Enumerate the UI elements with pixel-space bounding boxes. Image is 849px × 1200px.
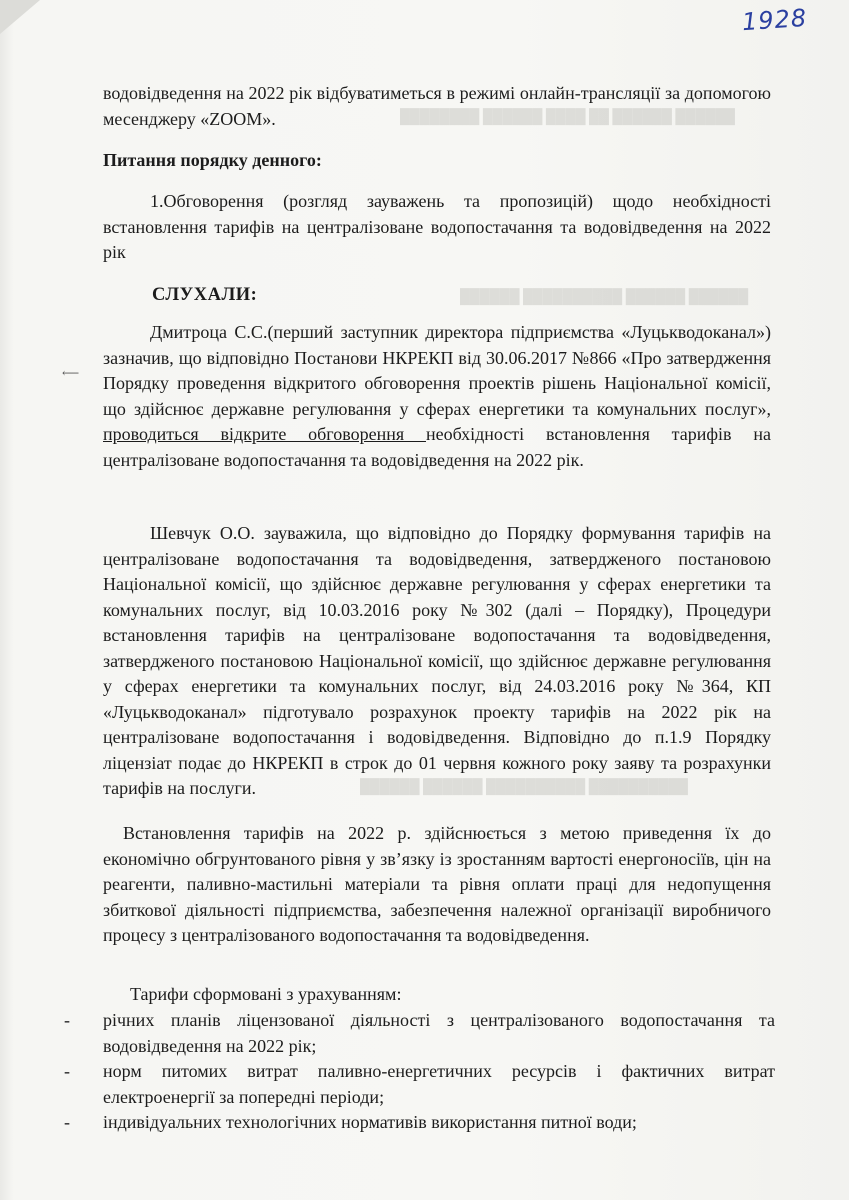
bleed-through-decoration: ████████ ██████ ████ ██ ██████ ██████ [400,110,735,125]
tariff-reason-paragraph [103,821,771,949]
list-dash: - [64,1061,70,1081]
dmytrotsa-paragraph [103,320,771,473]
list-intro: Тарифи сформовані з урахуванням: [130,984,402,1004]
tariff-reason-text: Встановлення тарифів на 2022 р. здійснюється з метою приведення їх до економічно обгрунтованого рівня у зв’язку із зростанням вартості енергоносіїв, цін на реагенти, паливно-мастильні матеріали та рівня оплати праці для недопущення збиткової діяльності підприємства, забезпечення належної організації виробничого процесу з централізованого водопостачання та водовідведення. [103,823,771,945]
bleed-through-decoration: ██████ ██████ ██████████ ██████████ [360,780,688,795]
page-corner-fold [0,0,40,34]
intro-text: водовідведення на 2022 рік відбуватиметься в режимі онлайн-трансляції за допомогою месенджеру «ZOOM». [103,83,771,129]
list-item-text: річних планів ліцензованої діяльності з централізованого водопостачання та водовідведення на 2022 рік; [103,1010,775,1056]
slukhaly-heading: СЛУХАЛИ: [152,285,258,305]
list-item [60,1008,775,1059]
agenda-heading-text: Питання порядку денного: [103,150,322,170]
agenda-item [103,189,771,266]
list-item [60,1110,775,1136]
tariff-factors-list [60,1008,775,1136]
agenda-heading [103,148,771,174]
intro-paragraph [103,81,771,132]
dmytrotsa-underlined-text: проводиться відкрите обговорення [103,424,426,444]
shevchuk-text: Шевчук О.О. зауважила, що відповідно до Порядку формування тарифів на централізоване водопостачання та водовідведення, затвердженого постановою Національної комісії, що здійснює державне регулювання у сферах енергетики та комунальних послуг, від 10.03.2016 року №302 (далі – Порядку), Процедури встановлення тарифів на централізоване водопостачання та водовідведення, затвердженого постановою Національної комісії, що здійснює державне регулювання у сферах енергетики та комунальних послуг, від 24.03.2016 року №364, КП «Луцькводоканал» підготувало розрахунок проекту тарифів на 2022 рік на централізоване водопостачання і водовідведення. Відповідно до п.1.9 Порядку ліцензіат подає до НКРЕКП в строк до 01 червня кожного року заяву та розрахунки тарифів на послуги. [103,523,771,798]
shevchuk-paragraph [103,521,771,802]
agenda-item-text: 1.Обговорення (розгляд зауважень та пропозицій) щодо необхідності встановлення тарифів на централізоване водопостачання та водовідведення на 2022 рік [103,191,771,262]
bleed-through-decoration: ██████ ██████████ ██████ ██████ [460,290,749,305]
list-item [60,1059,775,1110]
list-item-text: норм питомих витрат паливно-енергетичних ресурсів і фактичних витрат електроенергії за попередні періоди; [103,1061,775,1107]
margin-arrow-mark: ⟵ [62,366,80,380]
dmytrotsa-text-part2: необхідності встановлення тарифів на централізоване водопостачання та водовідведення на 2022 рік. [103,424,771,470]
list-dash: - [64,1010,70,1030]
dmytrotsa-text-part1: Дмитроца С.С.(перший заступник директора підприємства «Луцькводоканал») зазначив, що відповідно Постанови НКРЕКП від 30.06.2017 №866 «Про затвердження Порядку проведення відкритого обговорення проектів рішень Національної комісії, що здійснює державне регулювання у сферах енергетики та комунальних послуг», [103,322,771,419]
handwritten-page-number: 1928 [741,3,808,37]
list-dash: - [64,1112,70,1132]
list-item-text: індивідуальних технологічних нормативів використання питної води; [103,1112,637,1132]
